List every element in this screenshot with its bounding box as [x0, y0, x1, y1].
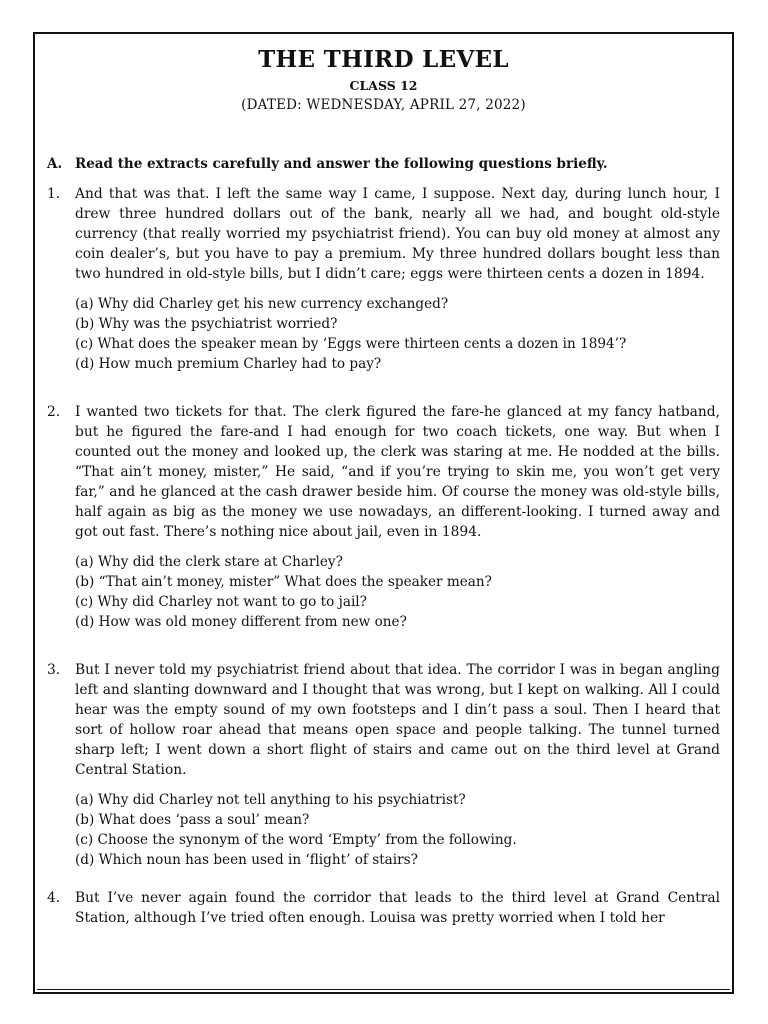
sub-question: (a) Why did the clerk stare at Charley?	[75, 554, 343, 570]
question-3	[47, 660, 720, 870]
question-1	[47, 184, 720, 374]
question-2	[47, 402, 720, 632]
sub-question-list	[75, 294, 720, 374]
sub-question: (c) Why did Charley not want to go to jail?	[75, 594, 367, 610]
sub-question: (b) “That ain’t money, mister” What does the speaker mean?	[75, 574, 492, 590]
sub-question: (b) Why was the psychiatrist worried?	[75, 316, 338, 332]
question-passage: And that was that. I left the same way I came, I suppose. Next day, during lunch hour, I drew three hundred dollars out of the bank, nearly all we had, and bought old-style currency (that really worried my psychiatrist friend). You can buy old money at almost any coin dealer’s, but you have to pay a premium. My three hundred dollars bought less than two hundred in old-style bills, but I didn’t care; eggs were thirteen cents a dozen in 1894.	[75, 186, 720, 282]
sub-question: (a) Why did Charley get his new currency exchanged?	[75, 296, 449, 312]
question-number: 3.	[47, 662, 61, 678]
page-frame	[33, 32, 734, 994]
document-header	[35, 46, 732, 114]
sub-question: (a) Why did Charley not tell anything to his psychiatrist?	[75, 792, 466, 808]
question-number: 4.	[47, 890, 61, 906]
sub-question: (c) What does the speaker mean by ‘Eggs were thirteen cents a dozen in 1894’?	[75, 336, 627, 352]
section-heading	[47, 154, 732, 174]
sub-question: (d) How was old money different from new one?	[75, 614, 407, 630]
question-4	[47, 888, 720, 928]
section-letter: A.	[47, 156, 63, 172]
question-number: 1.	[47, 186, 61, 202]
document-title: THE THIRD LEVEL	[258, 46, 509, 73]
sub-question: (b) What does ‘pass a soul’ mean?	[75, 812, 310, 828]
sub-question: (d) Which noun has been used in ‘flight’ of stairs?	[75, 852, 418, 868]
date-label: (DATED: WEDNESDAY, APRIL 27, 2022)	[241, 97, 526, 113]
question-passage: But I never told my psychiatrist friend about that idea. The corridor I was in began angling left and slanting downward and I thought that was wrong, but I kept on walking. All I could hear was the empty sound of my own footsteps and I din’t pass a soul. Then I heard that sort of hollow roar ahead that means open space and people talking. The tunnel turned sharp left; I went down a short flight of stairs and came out on the third level at Grand Central Station.	[75, 662, 720, 778]
sub-question: (d) How much premium Charley had to pay?	[75, 356, 382, 372]
class-label: CLASS 12	[349, 78, 418, 93]
sub-question-list	[75, 552, 720, 632]
section-instruction: Read the extracts carefully and answer the following questions briefly.	[75, 156, 608, 172]
sub-question: (c) Choose the synonym of the word ‘Empty’ from the following.	[75, 832, 517, 848]
sub-question-list	[75, 790, 720, 870]
question-number: 2.	[47, 404, 61, 420]
question-passage: But I’ve never again found the corridor that leads to the third level at Grand Central Station, although I’ve tried often enough. Louisa was pretty worried when I told her	[75, 890, 720, 926]
question-passage: I wanted two tickets for that. The clerk figured the fare-he glanced at my fancy hatband, but he figured the fare-and I had enough for two coach tickets, one way. But when I counted out the money and looked up, the clerk was staring at me. He nodded at the bills. “That ain’t money, mister,” He said, “and if you’re trying to skin me, you won’t get very far,” and he glanced at the cash drawer beside him. Of course the money was old-style bills, half again as big as the money we use nowadays, an different-looking. I turned away and got out fast. There’s nothing nice about jail, even in 1894.	[75, 404, 720, 540]
